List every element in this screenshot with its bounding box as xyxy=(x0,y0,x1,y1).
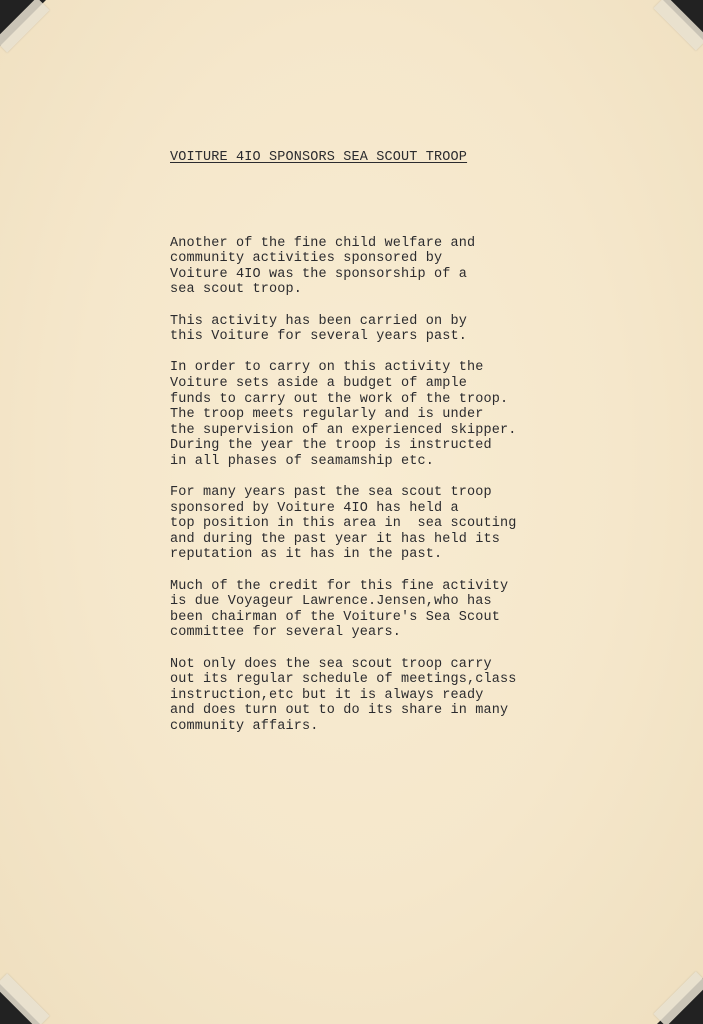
paragraph-3 xyxy=(170,360,600,469)
text-line: this Voiture for several years past. xyxy=(170,329,468,345)
paragraph-2 xyxy=(170,314,600,345)
text-line: and during the past year it has held its xyxy=(170,531,501,547)
text-line: For many years past the sea scout troop xyxy=(170,485,492,501)
text-line: The troop meets regularly and is under xyxy=(170,407,484,423)
text-line: out its regular schedule of meetings,class xyxy=(170,672,517,688)
document-title: VOITURE 4IO SPONSORS SEA SCOUT TROOP xyxy=(170,150,468,165)
text-line: community affairs. xyxy=(170,719,319,734)
paragraph-6 xyxy=(170,657,600,735)
text-line: sea scout troop. xyxy=(170,282,303,298)
paragraph-1 xyxy=(170,236,600,298)
typed-text-block xyxy=(170,150,600,750)
text-line: been chairman of the Voiture's Sea Scout xyxy=(170,609,501,625)
paragraph-4 xyxy=(170,485,600,563)
text-line: Another of the fine child welfare and xyxy=(170,235,476,251)
text-line: funds to carry out the work of the troop. xyxy=(170,391,509,407)
text-line: This activity has been carried on by xyxy=(170,313,468,329)
text-line: Voiture sets aside a budget of ample xyxy=(170,375,468,391)
text-line: Voiture 4IO was the sponsorship of a xyxy=(170,266,468,282)
text-line: in all phases of seamamship etc. xyxy=(170,453,435,469)
text-line: top position in this area in sea scouting xyxy=(170,516,517,532)
text-line: reputation as it has in the past. xyxy=(170,547,443,563)
text-line: sponsored by Voiture 4IO has held a xyxy=(170,500,459,516)
text-line: Not only does the sea scout troop carry xyxy=(170,656,492,672)
text-line: is due Voyageur Lawrence.Jensen,who has xyxy=(170,594,492,610)
paragraph-5 xyxy=(170,579,600,641)
text-line: instruction,etc but it is always ready xyxy=(170,687,484,703)
text-line: Much of the credit for this fine activity xyxy=(170,578,509,594)
text-line: community activities sponsored by xyxy=(170,251,443,267)
text-line: and does turn out to do its share in many xyxy=(170,703,509,719)
text-line: During the year the troop is instructed xyxy=(170,438,492,454)
text-line: the supervision of an experienced skipper. xyxy=(170,422,517,438)
text-line: committee for several years. xyxy=(170,625,402,641)
text-line: In order to carry on this activity the xyxy=(170,360,484,376)
